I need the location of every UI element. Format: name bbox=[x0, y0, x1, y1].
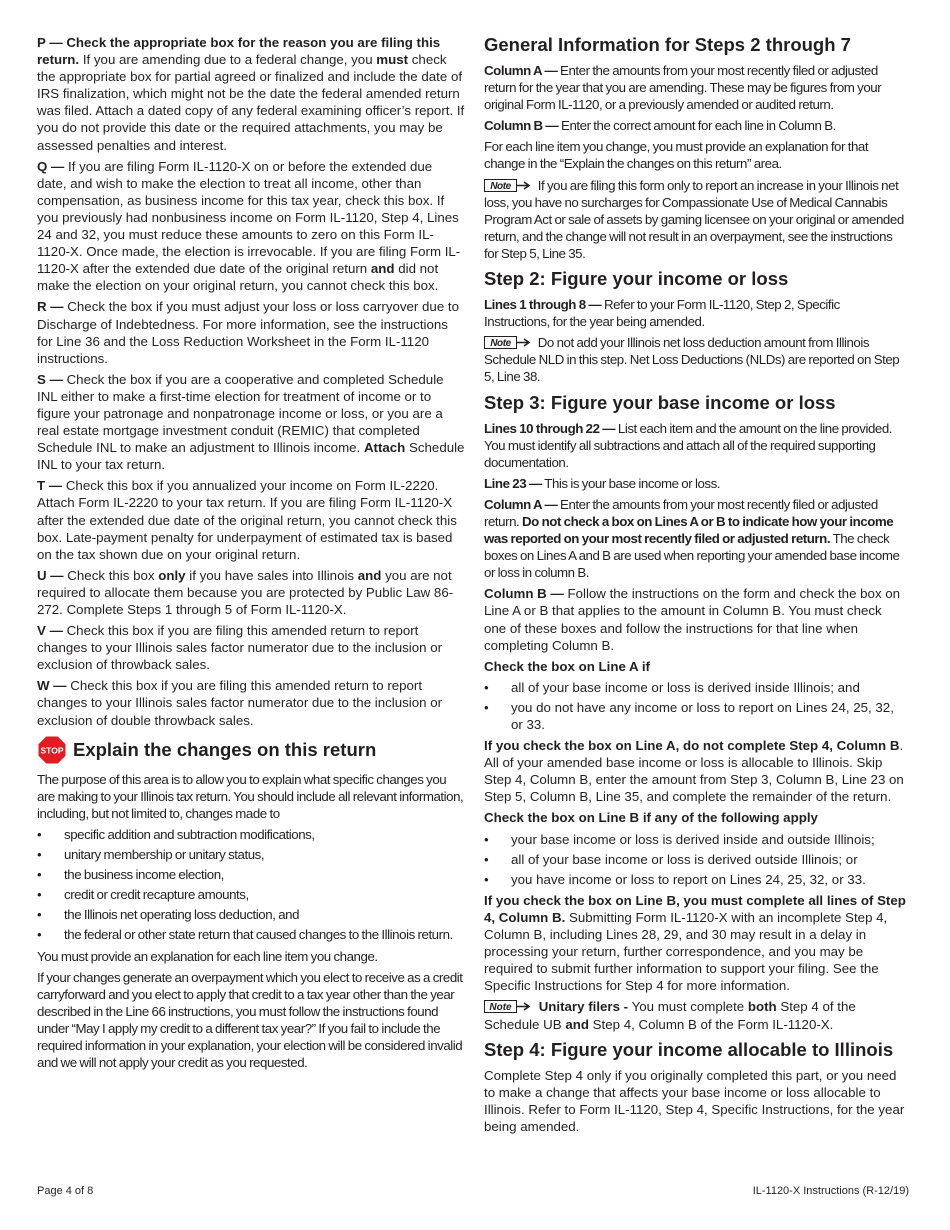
note-arrow-icon bbox=[484, 179, 532, 192]
line-q-label: Q — bbox=[37, 158, 65, 174]
line-w-label: W — bbox=[37, 678, 67, 694]
line-v-label: V — bbox=[37, 623, 63, 639]
step-3-lines: Lines 10 through 22 — List each item and the amount on the line provided. You must identify all subtractions and attach all of the required supporting documentation. bbox=[484, 420, 893, 470]
general-column-b: Column B — Enter the correct amount for each line in Column B. bbox=[484, 118, 836, 134]
line-s-paragraph: S — Check the box if you are a cooperative and completed Schedule INL either to make a first-time election for treatment of income or to figure your patronage and nonpatronage income or loss, or you are a real estate mortgage investment conduit (REMIC) that completed Schedule INL to make an adjustment to Illinois income. Attach Schedule INL to your tax return. bbox=[37, 371, 465, 473]
general-note: Note If you are filing this form only to report an increase in your Illinois net loss, you have no surcharges for Compassionate Use of Medical Cannabis Program Act or sale of assets by gaming licensee on your original or amended return, and the change will not result in an overpayment, see the instructions for Step 5, Line 35. bbox=[484, 177, 904, 261]
list-item: • unitary membership or unitary status, bbox=[37, 846, 465, 863]
line-s-label: S — bbox=[37, 371, 63, 387]
line-r-paragraph: R — Check the box if you must adjust your loss or loss carryover due to Discharge of Indebtedness. For more information, see the instructions for Line 36 and the Loss Reduction Worksheet in the Form IL-1120 instructions. bbox=[37, 299, 459, 366]
list-item: • credit or credit recapture amounts, bbox=[37, 886, 465, 903]
list-item: • the business income election, bbox=[37, 866, 465, 883]
list-item: • the Illinois net operating loss deduction, and bbox=[37, 906, 465, 923]
list-item: • you have income or loss to report on Lines 24, 25, 32, or 33. bbox=[484, 871, 906, 888]
line-v-paragraph: V — Check this box if you are filing this amended return to report changes to your Illinois sales factor numerator due to the inclusion or exclusion of throwback sales. bbox=[37, 623, 443, 673]
page-number: Page 4 of 8 bbox=[37, 1185, 94, 1197]
step-3-column-a: Column A — Enter the amounts from your most recently filed or adjusted return. Do not check a box on Lines A or B to indicate how your income was reported on your most recently filed or adjusted return. The check boxes on Lines A and B are used when reporting your amended base income or loss in column B. bbox=[484, 496, 900, 581]
step-4-text: Complete Step 4 only if you originally completed this part, or you need to make a change that affects your base income or loss allocable to Illinois. Refer to Form IL-1120, Step 4, Specific Instructions, for the year being amended. bbox=[484, 1067, 905, 1134]
step-2-lines: Lines 1 through 8 — Refer to your Form IL-1120, Step 2, Specific Instructions, for the year being amended. bbox=[484, 297, 840, 330]
step-4-heading: Step 4: Figure your income allocable to Illinois bbox=[484, 1038, 894, 1060]
note-arrow-icon bbox=[484, 336, 532, 349]
line-b-instructions: If you check the box on Line B, you must complete all lines of Step 4, Column B. Submitting Form IL-1120-X with an incomplete Step 4, Column B, including Lines 28, 29, and 30 may result in a delay in processing your return, further correspondence, and you may be required to submit further information to support your filing. See the Specific Instructions for Step 4 for more information. bbox=[484, 892, 906, 994]
line-u-label: U — bbox=[37, 567, 64, 583]
step-3-heading: Step 3: Figure your base income or loss bbox=[484, 391, 836, 413]
list-item: • you do not have any income or loss to report on Lines 24, 25, 32, or 33. bbox=[484, 699, 906, 733]
line-r-label: R — bbox=[37, 299, 64, 315]
right-column bbox=[484, 34, 906, 1139]
line-p-paragraph: P — Check the appropriate box for the reason you are filing this return. If you are amending due to a federal change, you must check the appropriate box for partial agreed or finalized and include the date of IRS finalization, which might not be the date the federal amended return was filed. Attach a dated copy of any federal examining officer’s report. If you do not provide this date or the required attachments, you may be assessed penalties and interest. bbox=[37, 35, 465, 153]
general-explanation-note: For each line item you change, you must provide an explanation for that change in the “Explain the changes on this return” area. bbox=[484, 139, 869, 172]
form-revision: IL-1120-X Instructions (R-12/19) bbox=[752, 1185, 909, 1197]
list-item: • the federal or other state return that caused changes to the Illinois return. bbox=[37, 926, 465, 943]
explain-paragraph-2: You must provide an explanation for each line item you change. bbox=[37, 948, 378, 964]
stop-sign-label: STOP bbox=[40, 745, 64, 756]
stop-sign-icon bbox=[37, 735, 67, 765]
list-item: • all of your base income or loss is derived inside Illinois; and bbox=[484, 679, 906, 696]
line-a-list bbox=[484, 679, 906, 733]
step-3-line-23: Line 23 — This is your base income or loss. bbox=[484, 475, 721, 491]
left-column bbox=[37, 34, 465, 1075]
step-3-column-b: Column B — Follow the instructions on the form and check the box on Line A or B that applies to the amount in Column B. You must check one of these boxes and follow the instructions for that line when completing Column B. bbox=[484, 586, 901, 653]
explain-intro: The purpose of this area is to allow you to explain what specific changes you are making to your Illinois tax return. You should include all relevant information, including, but not limited to, changes made to bbox=[37, 771, 464, 821]
list-item: • specific addition and subtraction modifications, bbox=[37, 826, 465, 843]
line-t-label: T — bbox=[37, 478, 63, 494]
list-item: • all of your base income or loss is derived outside Illinois; or bbox=[484, 851, 906, 868]
note-icon-label: Note bbox=[490, 180, 511, 192]
unitary-filers-note: Note Unitary filers - You must complete both Step 4 of the Schedule UB and Step 4, Column B of the Form IL-1120-X. bbox=[484, 999, 856, 1032]
note-icon-label: Note bbox=[490, 338, 511, 350]
line-t-paragraph: T — Check this box if you annualized your income on Form IL-2220. Attach Form IL-2220 to your tax return. If you are filing Form IL-1120-X after the extended due date of the original return, you cannot check this box. Late-payment penalty for underpayment of estimated tax is based on the tax shown due on your original return. bbox=[37, 478, 457, 562]
line-w-paragraph: W — Check this box if you are filing this amended return to report changes to your Illinois sales factor numerator due to the inclusion or exclusion of double throwback sales. bbox=[37, 678, 443, 728]
line-u-paragraph: U — Check this box only if you have sales into Illinois and you are not required to allocate them because you are protected by Public Law 86-272. Complete Steps 1 through 5 of Form IL-1120-X. bbox=[37, 567, 454, 617]
step-2-heading: Step 2: Figure your income or loss bbox=[484, 268, 789, 290]
explain-changes-heading: Explain the changes on this return bbox=[73, 738, 377, 760]
line-q-paragraph: Q — If you are filing Form IL-1120-X on or before the extended due date, and wish to make the election to treat all income, other than compensation, as business income for this tax year, check this box. If you previously had nonbusiness income on Form IL-1120, Step 4, Lines 24 and 32, you must reduce these amounts to zero on this Form IL-1120-X. Once made, the election is irrevocable. If you are filing Form IL-1120-X after the extended due date of the original return and did not make the election on your original return, you cannot check this box. bbox=[37, 158, 461, 294]
explain-list bbox=[37, 826, 465, 944]
line-a-heading: Check the box on Line A if bbox=[484, 658, 650, 674]
general-info-heading: General Information for Steps 2 through 7 bbox=[484, 34, 851, 55]
line-b-list bbox=[484, 831, 906, 888]
line-p-label: P — Check the appropriate box for the reason you are filing this return. bbox=[37, 35, 441, 68]
explain-paragraph-3: If your changes generate an overpayment which you elect to receive as a credit carryforward and you elect to apply that credit to a tax year other than the year described in the Line 66 instructions, you must follow the instructions found under “May I apply my credit to a different tax year?” If you fail to include the required information in your explanation, your election will be considered invalid and we will not apply your credit as you requested. bbox=[37, 969, 463, 1071]
line-b-heading: Check the box on Line B if any of the following apply bbox=[484, 810, 818, 826]
line-a-instructions: If you check the box on Line A, do not complete Step 4, Column B. All of your amended base income or loss is allocable to Illinois. Skip Step 4, Column B, enter the amount from Step 3, Column B, Line 23 on Step 5, Column B, Line 35, and complete the remainder of the return. bbox=[484, 738, 904, 805]
explain-changes-header bbox=[37, 735, 465, 765]
note-arrow-icon bbox=[484, 1000, 532, 1013]
step-2-note: Note Do not add your Illinois net loss deduction amount from Illinois Schedule NLD in this step. Net Loss Deductions (NLDs) are reported on Step 5, Line 38. bbox=[484, 335, 900, 385]
list-item: • your base income or loss is derived inside and outside Illinois; bbox=[484, 831, 906, 848]
general-column-a: Column A — Enter the amounts from your most recently filed or adjusted return for the year that you are amending. These may be figures from your original Form IL-1120, or a previously amended or audited return. bbox=[484, 63, 882, 113]
note-icon-label: Note bbox=[489, 1002, 512, 1014]
